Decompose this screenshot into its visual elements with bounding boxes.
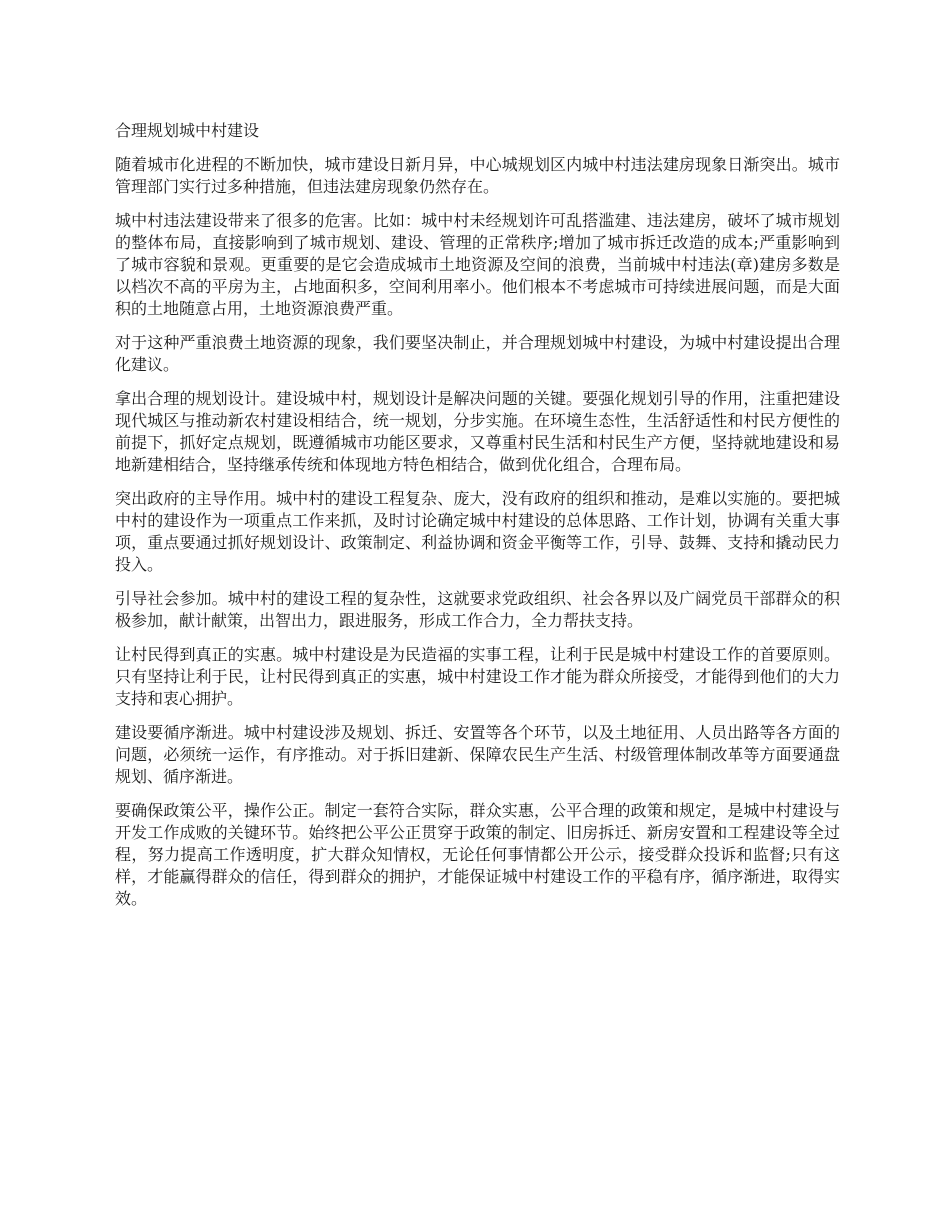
paragraph-4: 拿出合理的规划设计。建设城中村，规划设计是解决问题的关键。要强化规划引导的作用，注重把建设现代城区与推动新农村建设相结合，统一规划，分步实施。在环境生态性，生活舒适性和村民方便性的前提下，抓好定点规划，既遵循城市功能区要求，又尊重村民生活和村民生产方便，坚持就地建设和易地新建相结合，坚持继承传统和体现地方特色相结合，做到优化组合，合理布局。 — [115, 389, 840, 474]
paragraph-7: 让村民得到真正的实惠。城中村建设是为民造福的实事工程，让利于民是城中村建设工作的首要原则。只有坚持让利于民，让村民得到真正的实惠，城中村建设工作才能为群众所接受，才能得到他们的大力支持和衷心拥护。 — [115, 645, 840, 708]
paragraph-2: 城中村违法建设带来了很多的危害。比如：城中村未经规划许可乱搭滥建、违法建房，破坏了城市规划的整体布局，直接影响到了城市规划、建设、管理的正常秩序;增加了城市拆迁改造的成本;严重影响到了城市容貌和景观。更重要的是它会造成城市土地资源及空间的浪费，当前城中村违法(章)建房多数是以档次不高的平房为主，占地面积多，空间利用率小。他们根本不考虑城市可持续进展问题，而是大面积的土地随意占用，土地资源浪费严重。 — [115, 211, 840, 318]
paragraph-8: 建设要循序渐进。城中村建设涉及规划、拆迁、安置等各个环节，以及土地征用、人员出路等各方面的问题，必须统一运作，有序推动。对于拆旧建新、保障农民生产生活、村级管理体制改革等方面要通盘规划、循序渐进。 — [115, 723, 840, 786]
document-title: 合理规划城中村建设 — [115, 121, 260, 140]
paragraph-6: 引导社会参加。城中村的建设工程的复杂性，这就要求党政组织、社会各界以及广阔党员干部群众的积极参加，献计献策，出智出力，跟进服务，形成工作合力，全力帮扶支持。 — [115, 589, 840, 630]
document-page — [115, 120, 840, 922]
paragraph-1: 随着城市化进程的不断加快，城市建设日新月异，中心城规划区内城中村违法建房现象日渐突出。城市管理部门实行过多种措施，但违法建房现象仍然存在。 — [115, 155, 840, 196]
paragraph-3: 对于这种严重浪费土地资源的现象，我们要坚决制止，并合理规划城中村建设，为城中村建设提出合理化建议。 — [115, 333, 840, 374]
paragraph-9: 要确保政策公平，操作公正。制定一套符合实际，群众实惠，公平合理的政策和规定，是城中村建设与开发工作成败的关键环节。始终把公平公正贯穿于政策的制定、旧房拆迁、新房安置和工程建设等全过程，努力提高工作透明度，扩大群众知情权，无论任何事情都公开公示，接受群众投诉和监督;只有这样，才能赢得群众的信任，得到群众的拥护，才能保证城中村建设工作的平稳有序，循序渐进，取得实效。 — [115, 801, 840, 908]
paragraph-5: 突出政府的主导作用。城中村的建设工程复杂、庞大，没有政府的组织和推动，是难以实施的。要把城中村的建设作为一项重点工作来抓，及时讨论确定城中村建设的总体思路、工作计划，协调有关重大事项，重点要通过抓好规划设计、政策制定、利益协调和资金平衡等工作，引导、鼓舞、支持和撬动民力投入。 — [115, 489, 840, 574]
